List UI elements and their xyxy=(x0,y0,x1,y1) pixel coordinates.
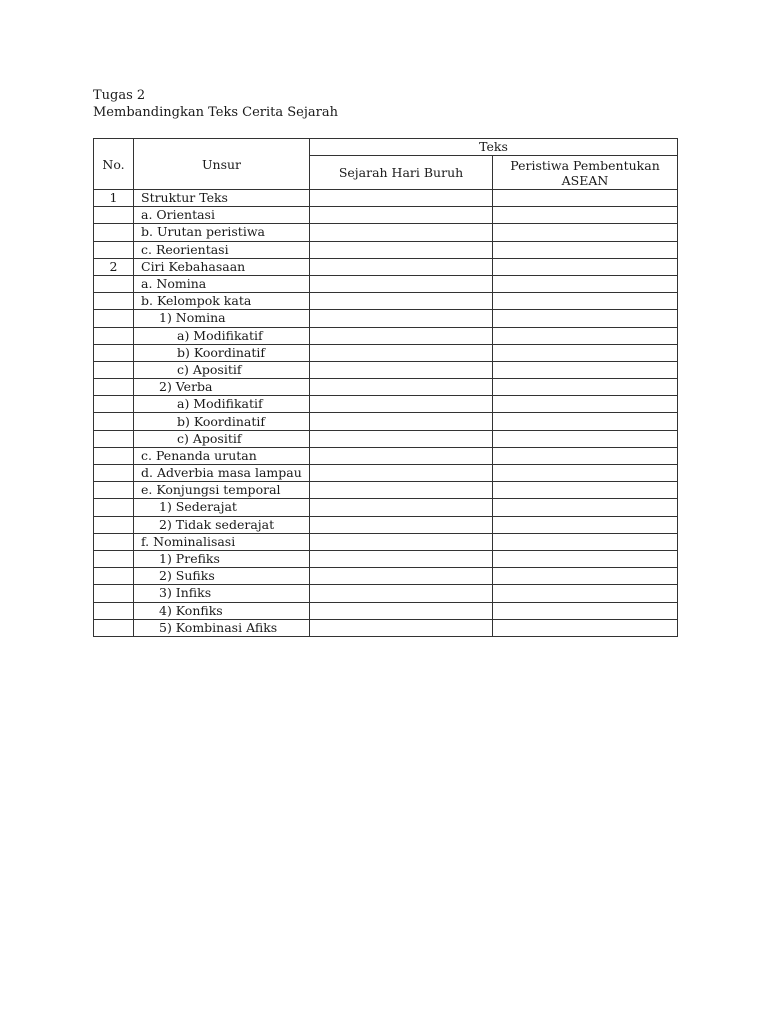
header-no: No. xyxy=(94,139,134,190)
pembentukan-asean-answer-cell[interactable] xyxy=(493,327,678,344)
row-number-cell xyxy=(94,447,134,464)
sejarah-hari-buruh-answer-cell[interactable] xyxy=(310,344,493,361)
unsur-cell: 2) Sufiks xyxy=(134,568,310,585)
table-row xyxy=(94,293,678,310)
unsur-cell: a. Nomina xyxy=(134,275,310,292)
pembentukan-asean-answer-cell[interactable] xyxy=(493,430,678,447)
unsur-cell: c) Apositif xyxy=(134,430,310,447)
row-number-cell xyxy=(94,293,134,310)
sejarah-hari-buruh-answer-cell[interactable] xyxy=(310,293,493,310)
row-number-cell xyxy=(94,465,134,482)
unsur-cell: d. Adverbia masa lampau xyxy=(134,465,310,482)
row-number-cell xyxy=(94,568,134,585)
sejarah-hari-buruh-answer-cell[interactable] xyxy=(310,327,493,344)
unsur-cell: c. Reorientasi xyxy=(134,241,310,258)
pembentukan-asean-answer-cell[interactable] xyxy=(493,293,678,310)
table-row xyxy=(94,447,678,464)
table-row xyxy=(94,224,678,241)
unsur-cell: e. Konjungsi temporal xyxy=(134,482,310,499)
table-row xyxy=(94,465,678,482)
sejarah-hari-buruh-answer-cell[interactable] xyxy=(310,241,493,258)
unsur-cell: 2) Tidak sederajat xyxy=(134,516,310,533)
table-row xyxy=(94,396,678,413)
pembentukan-asean-answer-cell[interactable] xyxy=(493,550,678,567)
sejarah-hari-buruh-answer-cell[interactable] xyxy=(310,224,493,241)
heading xyxy=(93,87,338,121)
header-teks-2: Peristiwa Pembentukan ASEAN xyxy=(493,156,678,190)
unsur-cell: 1) Sederajat xyxy=(134,499,310,516)
unsur-cell: c. Penanda urutan xyxy=(134,447,310,464)
assignment-title: Membandingkan Teks Cerita Sejarah xyxy=(93,105,338,120)
sejarah-hari-buruh-answer-cell[interactable] xyxy=(310,275,493,292)
pembentukan-asean-answer-cell[interactable] xyxy=(493,207,678,224)
row-number-cell xyxy=(94,499,134,516)
row-number-cell xyxy=(94,602,134,619)
unsur-cell: 5) Kombinasi Afiks xyxy=(134,619,310,636)
row-number-cell xyxy=(94,413,134,430)
sejarah-hari-buruh-answer-cell[interactable] xyxy=(310,361,493,378)
row-number-cell xyxy=(94,396,134,413)
unsur-cell: c) Apositif xyxy=(134,361,310,378)
row-number-cell xyxy=(94,533,134,550)
table-row xyxy=(94,568,678,585)
sejarah-hari-buruh-answer-cell[interactable] xyxy=(310,207,493,224)
table-row xyxy=(94,258,678,275)
pembentukan-asean-answer-cell[interactable] xyxy=(493,568,678,585)
row-number-cell xyxy=(94,482,134,499)
row-number-cell: 1 xyxy=(94,190,134,207)
pembentukan-asean-answer-cell[interactable] xyxy=(493,310,678,327)
table-row xyxy=(94,241,678,258)
pembentukan-asean-answer-cell[interactable] xyxy=(493,482,678,499)
sejarah-hari-buruh-answer-cell[interactable] xyxy=(310,379,493,396)
sejarah-hari-buruh-answer-cell[interactable] xyxy=(310,396,493,413)
sejarah-hari-buruh-answer-cell[interactable] xyxy=(310,413,493,430)
unsur-cell: Struktur Teks xyxy=(134,190,310,207)
row-number-cell xyxy=(94,516,134,533)
unsur-cell: f. Nominalisasi xyxy=(134,533,310,550)
row-number-cell xyxy=(94,585,134,602)
sejarah-hari-buruh-answer-cell[interactable] xyxy=(310,585,493,602)
pembentukan-asean-answer-cell[interactable] xyxy=(493,585,678,602)
sejarah-hari-buruh-answer-cell[interactable] xyxy=(310,258,493,275)
sejarah-hari-buruh-answer-cell[interactable] xyxy=(310,482,493,499)
unsur-cell: Ciri Kebahasaan xyxy=(134,258,310,275)
table-row xyxy=(94,533,678,550)
table-row xyxy=(94,361,678,378)
pembentukan-asean-answer-cell[interactable] xyxy=(493,465,678,482)
unsur-cell: 3) Infiks xyxy=(134,585,310,602)
unsur-cell: 1) Nomina xyxy=(134,310,310,327)
row-number-cell xyxy=(94,550,134,567)
pembentukan-asean-answer-cell[interactable] xyxy=(493,275,678,292)
pembentukan-asean-answer-cell[interactable] xyxy=(493,344,678,361)
pembentukan-asean-answer-cell[interactable] xyxy=(493,499,678,516)
unsur-cell: 1) Prefiks xyxy=(134,550,310,567)
pembentukan-asean-answer-cell[interactable] xyxy=(493,533,678,550)
table-row xyxy=(94,499,678,516)
row-number-cell xyxy=(94,430,134,447)
sejarah-hari-buruh-answer-cell[interactable] xyxy=(310,310,493,327)
row-number-cell xyxy=(94,275,134,292)
pembentukan-asean-answer-cell[interactable] xyxy=(493,224,678,241)
pembentukan-asean-answer-cell[interactable] xyxy=(493,447,678,464)
pembentukan-asean-answer-cell[interactable] xyxy=(493,396,678,413)
pembentukan-asean-answer-cell[interactable] xyxy=(493,241,678,258)
row-number-cell xyxy=(94,310,134,327)
pembentukan-asean-answer-cell[interactable] xyxy=(493,516,678,533)
table-row xyxy=(94,430,678,447)
unsur-cell: a. Orientasi xyxy=(134,207,310,224)
unsur-cell: b. Kelompok kata xyxy=(134,293,310,310)
table-row xyxy=(94,275,678,292)
table-row xyxy=(94,602,678,619)
table-row xyxy=(94,190,678,207)
table-row xyxy=(94,585,678,602)
comparison-table xyxy=(93,138,678,637)
sejarah-hari-buruh-answer-cell[interactable] xyxy=(310,550,493,567)
unsur-cell: 2) Verba xyxy=(134,379,310,396)
row-number-cell: 2 xyxy=(94,258,134,275)
table-row xyxy=(94,550,678,567)
table-row xyxy=(94,482,678,499)
table-row xyxy=(94,619,678,636)
table-body xyxy=(94,190,678,637)
unsur-cell: b. Urutan peristiwa xyxy=(134,224,310,241)
sejarah-hari-buruh-answer-cell[interactable] xyxy=(310,190,493,207)
row-number-cell xyxy=(94,344,134,361)
sejarah-hari-buruh-answer-cell[interactable] xyxy=(310,499,493,516)
row-number-cell xyxy=(94,361,134,378)
pembentukan-asean-answer-cell[interactable] xyxy=(493,258,678,275)
table-row xyxy=(94,413,678,430)
pembentukan-asean-answer-cell[interactable] xyxy=(493,379,678,396)
table-row xyxy=(94,207,678,224)
table-row xyxy=(94,344,678,361)
row-number-cell xyxy=(94,619,134,636)
pembentukan-asean-answer-cell[interactable] xyxy=(493,190,678,207)
sejarah-hari-buruh-answer-cell[interactable] xyxy=(310,602,493,619)
sejarah-hari-buruh-answer-cell[interactable] xyxy=(310,465,493,482)
row-number-cell xyxy=(94,327,134,344)
sejarah-hari-buruh-answer-cell[interactable] xyxy=(310,516,493,533)
unsur-cell: a) Modifikatif xyxy=(134,327,310,344)
sejarah-hari-buruh-answer-cell[interactable] xyxy=(310,568,493,585)
sejarah-hari-buruh-answer-cell[interactable] xyxy=(310,430,493,447)
table-row xyxy=(94,379,678,396)
unsur-cell: b) Koordinatif xyxy=(134,413,310,430)
sejarah-hari-buruh-answer-cell[interactable] xyxy=(310,619,493,636)
row-number-cell xyxy=(94,379,134,396)
pembentukan-asean-answer-cell[interactable] xyxy=(493,619,678,636)
table-row xyxy=(94,327,678,344)
pembentukan-asean-answer-cell[interactable] xyxy=(493,361,678,378)
row-number-cell xyxy=(94,224,134,241)
unsur-cell: b) Koordinatif xyxy=(134,344,310,361)
header-teks: Teks xyxy=(310,139,678,156)
pembentukan-asean-answer-cell[interactable] xyxy=(493,413,678,430)
header-unsur: Unsur xyxy=(134,139,310,190)
pembentukan-asean-answer-cell[interactable] xyxy=(493,602,678,619)
unsur-cell: 4) Konfiks xyxy=(134,602,310,619)
sejarah-hari-buruh-answer-cell[interactable] xyxy=(310,447,493,464)
row-number-cell xyxy=(94,207,134,224)
header-teks-1: Sejarah Hari Buruh xyxy=(310,156,493,190)
assignment-label: Tugas 2 xyxy=(93,88,146,103)
unsur-cell: a) Modifikatif xyxy=(134,396,310,413)
table-row xyxy=(94,310,678,327)
table-row xyxy=(94,516,678,533)
sejarah-hari-buruh-answer-cell[interactable] xyxy=(310,533,493,550)
row-number-cell xyxy=(94,241,134,258)
